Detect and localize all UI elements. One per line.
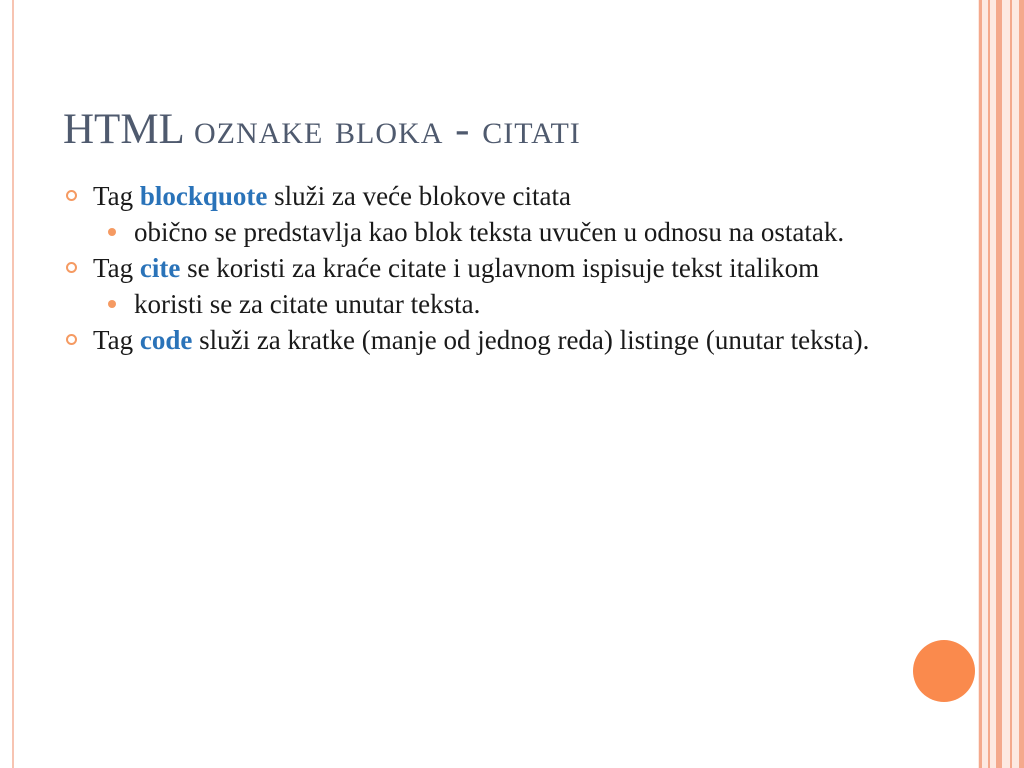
ring-bullet-icon	[66, 190, 77, 201]
bullet-text-pre: Tag	[93, 181, 140, 211]
sub-bullet-item	[108, 288, 876, 320]
sub-bullet-text: obično se predstavlja kao blok teksta uvučen u odnosu na ostatak.	[134, 217, 845, 247]
slide-title	[63, 104, 581, 156]
bullet-item	[66, 324, 876, 356]
bullet-text-post: se koristi za kraće citate i uglavnom ispisuje tekst italikom	[180, 253, 820, 283]
right-stripe	[1019, 0, 1024, 768]
left-border-line	[12, 0, 14, 768]
right-stripe	[979, 0, 982, 768]
title-rest: oznake bloka - citati	[193, 106, 581, 153]
dot-bullet-icon	[108, 300, 116, 308]
ring-bullet-icon	[66, 334, 77, 345]
right-stripe	[988, 0, 990, 768]
sub-bullet-text: koristi se za citate unutar teksta.	[134, 289, 481, 319]
bullet-text-pre: Tag	[93, 325, 140, 355]
dot-bullet-icon	[108, 228, 116, 236]
bullet-text-post: služi za kratke (manje od jednog reda) listinge (unutar teksta).	[192, 325, 870, 355]
title-main: HTML	[63, 106, 184, 153]
bullet-item	[66, 180, 876, 212]
bullet-list	[66, 180, 876, 360]
ring-bullet-icon	[66, 262, 77, 273]
right-stripe	[1010, 0, 1012, 768]
sub-bullet-item	[108, 216, 876, 248]
decorative-circle	[913, 640, 975, 702]
bullet-keyword: code	[139, 325, 193, 355]
bullet-keyword: cite	[139, 253, 181, 283]
bullet-item	[66, 252, 876, 284]
bullet-keyword: blockquote	[139, 181, 268, 211]
bullet-text-pre: Tag	[93, 253, 140, 283]
right-stripe	[996, 0, 1002, 768]
bullet-text-post: služi za veće blokove citata	[267, 181, 571, 211]
